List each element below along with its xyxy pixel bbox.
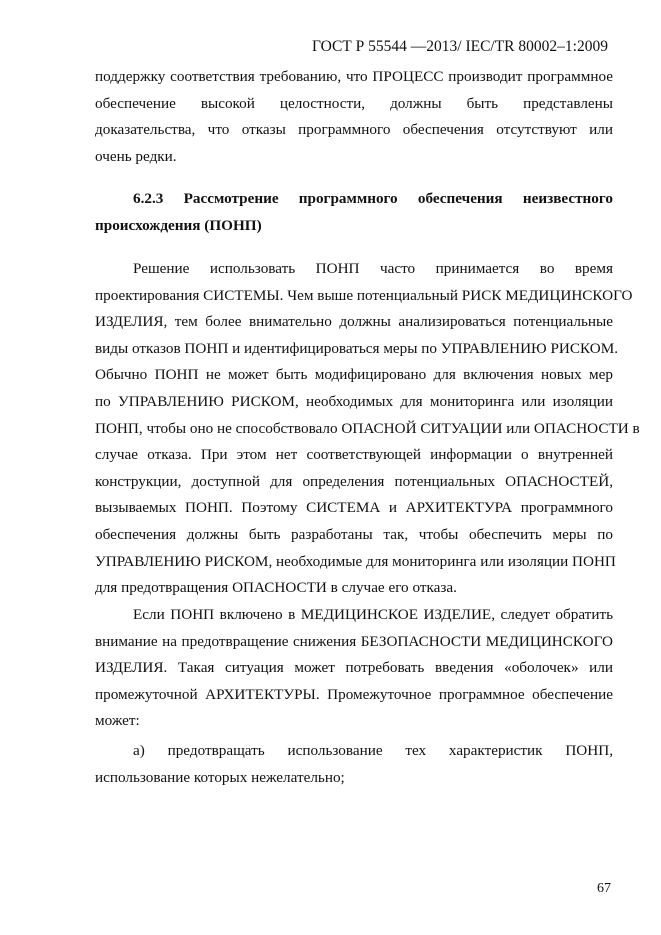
list-item-a — [95, 738, 613, 791]
text-line: УПРАВЛЕНИЮ РИСКОМ, необходимые для мониторинга или изоляции ПОНП — [95, 552, 616, 570]
text-line: конструкции, доступной для определения потенциальных ОПАСНОСТЕЙ, — [95, 472, 613, 490]
text-line: случае отказа. При этом нет соответствующей информации о внутренней — [95, 446, 613, 464]
text-line: вызываемых ПОНП. Поэтому СИСТЕМА и АРХИТЕКТУРА программного — [95, 499, 613, 517]
document-header: ГОСТ Р 55544 —2013/ IEC/TR 80002–1:2009 — [312, 38, 608, 55]
text-line: доказательства, что отказы программного обеспечения отсутствуют или — [95, 121, 613, 139]
text-line: может: — [95, 712, 140, 730]
page-number: 67 — [597, 881, 611, 896]
text-line: а) предотвращать использование тех характеристик ПОНП, — [133, 742, 613, 759]
text-line: обеспечения должны быть разработаны так, чтобы обеспечить меры по — [95, 525, 613, 543]
paragraph-2 — [95, 602, 613, 735]
text-line: обеспечение высокой целостности, должны быть представлены — [95, 94, 613, 112]
text-line: проектирования СИСТЕМЫ. Чем выше потенциальный РИСК МЕДИЦИНСКОГО — [95, 286, 633, 304]
text-line: использование которых нежелательно; — [95, 768, 345, 786]
text-line: внимание на предотвращение снижения БЕЗОПАСНОСТИ МЕДИЦИНСКОГО — [95, 632, 613, 650]
text-line: для предотвращения ОПАСНОСТИ в случае его отказа. — [95, 579, 457, 597]
text-line: ИЗДЕЛИЯ, тем более внимательно должны анализироваться потенциальные — [95, 313, 613, 331]
section-heading — [95, 186, 613, 239]
section-title: 6.2.3 Рассмотрение программного обеспечения неизвестного — [133, 190, 613, 207]
text-line: Решение использовать ПОНП часто принимается во время — [133, 260, 613, 277]
paragraph-intro — [95, 64, 613, 170]
text-line: поддержку соответствия требованию, что ПРОЦЕСС производит программное — [95, 68, 613, 85]
section-title-continued: происхождения (ПОНП) — [95, 216, 262, 234]
text-line: промежуточной АРХИТЕКТУРЫ. Промежуточное программное обеспечение — [95, 685, 614, 703]
text-line: ПОНП, чтобы оно не способствовало ОПАСНОЙ СИТУАЦИИ или ОПАСНОСТИ в — [95, 419, 640, 437]
text-line: по УПРАВЛЕНИЮ РИСКОМ, необходимых для мониторинга или изоляции — [95, 392, 613, 410]
text-line: Если ПОНП включено в МЕДИЦИНСКОЕ ИЗДЕЛИЕ, следует обратить — [133, 606, 614, 623]
text-line: ИЗДЕЛИЯ. Такая ситуация может потребовать введения «оболочек» или — [95, 659, 613, 677]
text-line: очень редки. — [95, 147, 177, 165]
text-line: Обычно ПОНП не может быть модифицировано для включения новых мер — [95, 366, 613, 384]
paragraph-1 — [95, 256, 640, 602]
text-line: виды отказов ПОНП и идентифицироваться меры по УПРАВЛЕНИЮ РИСКОМ. — [95, 339, 619, 357]
